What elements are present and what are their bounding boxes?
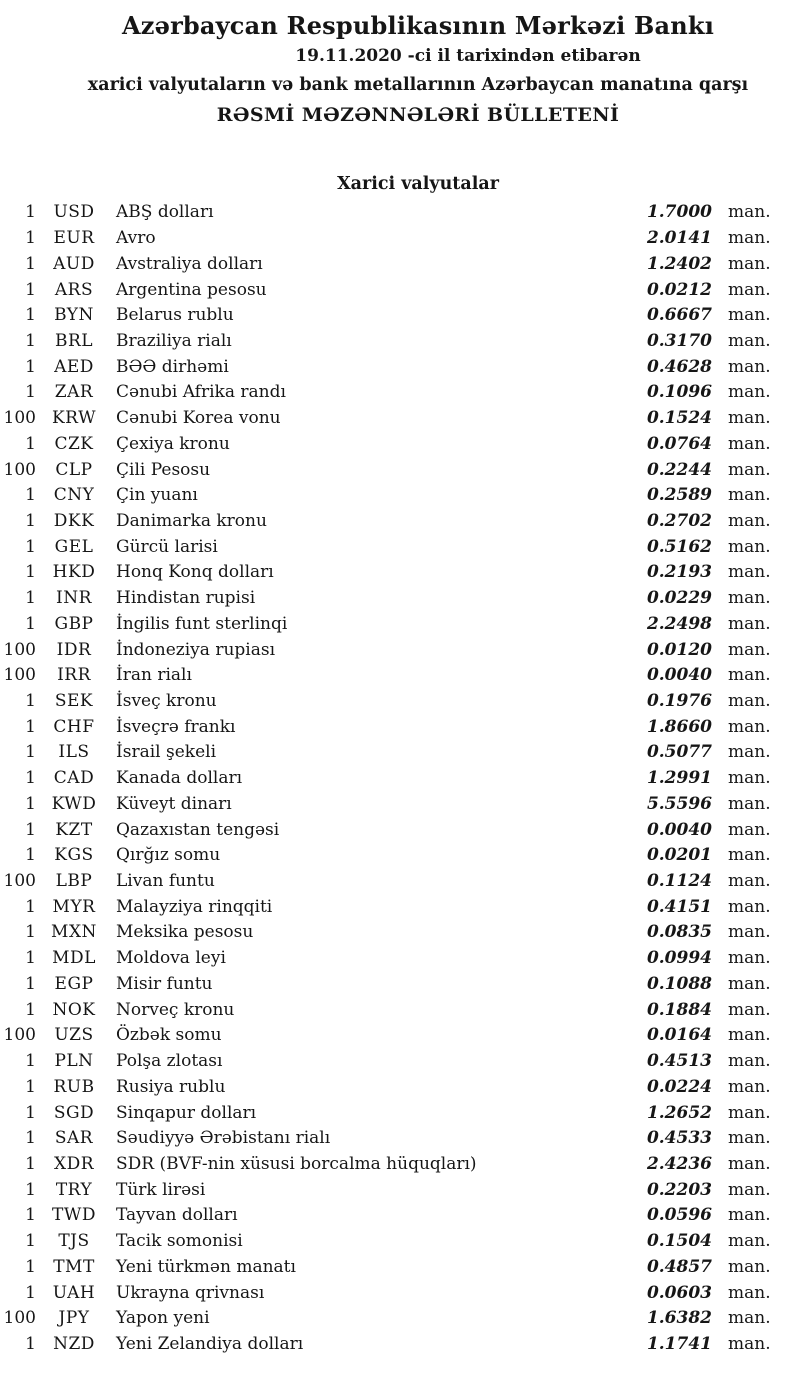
currency-name: İsveç kronu [116,691,217,712]
unit-label: man. [728,433,771,454]
currency-rate: 0.1504 [646,1231,712,1252]
currency-quantity: 1 [25,330,36,351]
table-row [0,586,800,612]
currency-code: AUD [53,253,95,274]
currency-rate-table [0,200,800,1357]
currency-rate: 0.1124 [646,871,712,892]
currency-code: TWD [52,1205,96,1226]
currency-rate: 1.7000 [646,202,712,223]
currency-code: SGD [53,1102,95,1123]
unit-label: man. [728,459,771,480]
table-row [0,689,800,715]
currency-name: Yeni Zelandiya dolları [116,1333,304,1354]
currency-code: UZS [54,1025,94,1046]
currency-rate: 0.4628 [646,356,712,377]
currency-quantity: 1 [25,1051,36,1072]
currency-code: PLN [54,1051,94,1072]
table-row [0,534,800,560]
table-row [0,1203,800,1229]
currency-quantity: 1 [25,433,36,454]
unit-label: man. [728,665,771,686]
unit-label: man. [728,793,771,814]
table-row [0,817,800,843]
table-row [0,869,800,895]
currency-quantity: 1 [25,613,36,634]
subject-line: xarici valyutaların və bank metallarının Azərbaycan manatına qarşı [87,75,749,95]
currency-name: Norveç kronu [116,999,235,1020]
unit-label: man. [728,588,771,609]
currency-code: NZD [53,1333,95,1354]
unit-label: man. [728,228,771,249]
currency-rate: 0.1524 [646,408,712,429]
currency-quantity: 1 [25,485,36,506]
unit-label: man. [728,562,771,583]
currency-name: İsrail şekeli [116,742,216,763]
currency-code: JPY [58,1308,90,1329]
currency-quantity: 1 [25,999,36,1020]
currency-quantity: 1 [25,1153,36,1174]
currency-rate: 0.4513 [646,1051,712,1072]
currency-quantity: 1 [25,279,36,300]
currency-code: USD [53,202,95,223]
currency-code: GEL [54,536,94,557]
currency-rate: 0.3170 [646,330,712,351]
currency-rate: 0.6667 [646,305,712,326]
currency-quantity: 100 [3,665,36,686]
currency-quantity: 1 [25,819,36,840]
currency-name: İran rialı [116,665,192,686]
currency-code: IDR [56,639,92,660]
currency-name: Çili Pesosu [116,459,211,480]
currency-code: KGS [54,845,94,866]
currency-quantity: 1 [25,922,36,943]
currency-quantity: 1 [25,202,36,223]
table-row [0,1280,800,1306]
currency-rate: 0.0229 [646,588,712,609]
currency-rate: 2.2498 [646,613,712,634]
bulletin-title: RƏSMİ MƏZƏNNƏLƏRİ BÜLLETENİ [216,104,620,126]
currency-quantity: 1 [25,1076,36,1097]
unit-label: man. [728,510,771,531]
currency-name: Gürcü larisi [116,536,218,557]
currency-rate: 2.0141 [646,228,712,249]
currency-code: MDL [52,948,96,969]
currency-quantity: 1 [25,228,36,249]
currency-quantity: 1 [25,768,36,789]
currency-quantity: 1 [25,536,36,557]
currency-code: SAR [54,1128,94,1149]
table-row [0,792,800,818]
table-row [0,303,800,329]
table-row [0,329,800,355]
currency-quantity: 1 [25,742,36,763]
currency-code: EGP [54,973,94,994]
unit-label: man. [728,1179,771,1200]
currency-rate: 0.0201 [646,845,712,866]
currency-code: XDR [53,1153,95,1174]
currency-code: MYR [52,896,96,917]
currency-name: Honq Konq dolları [116,562,274,583]
currency-quantity: 1 [25,716,36,737]
table-row [0,997,800,1023]
currency-name: Livan funtu [116,871,215,892]
unit-label: man. [728,382,771,403]
currency-code: TMT [53,1256,95,1277]
currency-name: Yeni türkmən manatı [116,1256,296,1277]
unit-label: man. [728,819,771,840]
unit-label: man. [728,768,771,789]
currency-code: RUB [53,1076,95,1097]
currency-code: CLP [55,459,93,480]
currency-rate: 0.1088 [646,973,712,994]
currency-quantity: 1 [25,1205,36,1226]
table-row [0,509,800,535]
currency-name: Cənubi Korea vonu [116,408,281,429]
table-row [0,714,800,740]
currency-name: Çexiya kronu [116,433,230,454]
currency-code: IRR [57,665,91,686]
currency-rate: 0.2702 [646,510,712,531]
currency-name: Argentina pesosu [116,279,267,300]
currency-name: Rusiya rublu [116,1076,226,1097]
currency-quantity: 1 [25,845,36,866]
currency-rate: 1.8660 [646,716,712,737]
table-row [0,1229,800,1255]
currency-rate: 0.4857 [646,1256,712,1277]
currency-rate: 0.2244 [646,459,712,480]
currency-rate: 1.1741 [646,1333,712,1354]
table-row [0,1152,800,1178]
currency-quantity: 1 [25,691,36,712]
currency-code: ILS [58,742,90,763]
currency-quantity: 1 [25,1256,36,1277]
unit-label: man. [728,536,771,557]
currency-code: ZAR [54,382,94,403]
table-row [0,226,800,252]
currency-rate: 1.2991 [646,768,712,789]
currency-rate: 0.2203 [646,1179,712,1200]
currency-quantity: 1 [25,382,36,403]
currency-rate: 1.6382 [646,1308,712,1329]
currency-name: Qazaxıstan tengəsi [116,819,280,840]
unit-label: man. [728,639,771,660]
unit-label: man. [728,845,771,866]
unit-label: man. [728,896,771,917]
unit-label: man. [728,1282,771,1303]
table-row [0,1177,800,1203]
currency-name: BƏƏ dirhəmi [116,356,229,377]
currency-name: Türk lirəsi [116,1179,206,1200]
currency-quantity: 100 [3,1308,36,1329]
unit-label: man. [728,1231,771,1252]
unit-label: man. [728,1102,771,1123]
currency-rate: 0.4533 [646,1128,712,1149]
currency-rate: 0.0040 [646,819,712,840]
currency-name: Meksika pesosu [116,922,254,943]
unit-label: man. [728,1076,771,1097]
currency-rate: 0.2589 [646,485,712,506]
section-title-foreign-currencies: Xarici valyutalar [337,174,499,194]
currency-rate: 0.0596 [646,1205,712,1226]
currency-name: Hindistan rupisi [116,588,256,609]
currency-name: Ukrayna qrivnası [116,1282,265,1303]
currency-quantity: 1 [25,305,36,326]
table-row [0,1306,800,1332]
table-row [0,431,800,457]
unit-label: man. [728,613,771,634]
currency-code: INR [56,588,92,609]
currency-code: KRW [51,408,97,429]
unit-label: man. [728,279,771,300]
table-row [0,843,800,869]
unit-label: man. [728,305,771,326]
table-row [0,663,800,689]
currency-code: MXN [51,922,97,943]
table-row [0,1100,800,1126]
currency-name: Çin yuanı [116,485,198,506]
currency-quantity: 100 [3,459,36,480]
table-row [0,1023,800,1049]
currency-rate: 0.5162 [646,536,712,557]
currency-quantity: 1 [25,896,36,917]
currency-code: UAH [52,1282,96,1303]
currency-code: ARS [54,279,94,300]
currency-name: Küveyt dinarı [116,793,232,814]
currency-rate: 0.1976 [646,691,712,712]
table-row [0,920,800,946]
unit-label: man. [728,1256,771,1277]
currency-quantity: 1 [25,562,36,583]
unit-label: man. [728,1205,771,1226]
currency-code: HKD [52,562,96,583]
table-row [0,354,800,380]
table-row [0,560,800,586]
table-row [0,1049,800,1075]
currency-code: CNY [53,485,95,506]
currency-name: Tacik somonisi [116,1231,243,1252]
currency-rate: 0.0835 [646,922,712,943]
unit-label: man. [728,1333,771,1354]
effective-date-line: 19.11.2020 -ci il tarixindən etibarən [295,46,641,66]
currency-name: İngilis funt sterlinqi [116,613,288,634]
currency-rate: 0.0120 [646,639,712,660]
currency-rate: 5.5596 [646,793,712,814]
currency-name: Səudiyyə Ərəbistanı rialı [116,1128,331,1149]
currency-name: Moldova leyi [116,948,226,969]
currency-name: ABŞ dolları [116,202,214,223]
table-row [0,1332,800,1358]
currency-code: TRY [55,1179,93,1200]
currency-rate: 0.0994 [646,948,712,969]
currency-name: Sinqapur dolları [116,1102,257,1123]
unit-label: man. [728,356,771,377]
table-row [0,612,800,638]
currency-quantity: 100 [3,639,36,660]
currency-rate: 0.1096 [646,382,712,403]
unit-label: man. [728,999,771,1020]
currency-code: BYN [54,305,94,326]
unit-label: man. [728,1128,771,1149]
unit-label: man. [728,922,771,943]
unit-label: man. [728,691,771,712]
table-row [0,637,800,663]
currency-quantity: 1 [25,1102,36,1123]
currency-rate: 1.2402 [646,253,712,274]
currency-code: LBP [55,871,93,892]
currency-rate: 0.0764 [646,433,712,454]
currency-code: CAD [53,768,95,789]
table-row [0,277,800,303]
currency-quantity: 1 [25,1128,36,1149]
currency-name: İndoneziya rupiası [116,639,276,660]
table-row [0,766,800,792]
currency-name: Danimarka kronu [116,510,267,531]
currency-name: Belarus rublu [116,305,234,326]
currency-name: Malayziya rinqqiti [116,896,273,917]
currency-rate: 0.0164 [646,1025,712,1046]
currency-quantity: 100 [3,408,36,429]
currency-code: KWD [51,793,97,814]
table-row [0,251,800,277]
currency-code: AED [54,356,94,377]
unit-label: man. [728,485,771,506]
currency-code: DKK [53,510,95,531]
currency-rate: 0.2193 [646,562,712,583]
table-row [0,1074,800,1100]
currency-name: Avstraliya dolları [116,253,263,274]
currency-name: Qırğız somu [116,845,221,866]
table-row [0,740,800,766]
currency-quantity: 1 [25,253,36,274]
unit-label: man. [728,330,771,351]
currency-rate: 0.5077 [646,742,712,763]
currency-code: CZK [54,433,94,454]
table-row [0,200,800,226]
currency-quantity: 1 [25,510,36,531]
currency-rate: 0.0603 [646,1282,712,1303]
unit-label: man. [728,1051,771,1072]
currency-rate: 0.0212 [646,279,712,300]
currency-code: NOK [52,999,96,1020]
currency-name: Tayvan dolları [116,1205,238,1226]
currency-quantity: 1 [25,793,36,814]
unit-label: man. [728,948,771,969]
currency-quantity: 1 [25,1282,36,1303]
currency-quantity: 1 [25,588,36,609]
table-row [0,894,800,920]
unit-label: man. [728,253,771,274]
currency-name: SDR (BVF-nin xüsusi borcalma hüquqları) [116,1153,477,1174]
unit-label: man. [728,871,771,892]
bank-name-title: Azərbaycan Respublikasının Mərkəzi Bankı [121,11,715,40]
table-row [0,483,800,509]
unit-label: man. [728,1308,771,1329]
currency-code: KZT [55,819,93,840]
currency-code: SEK [54,691,94,712]
unit-label: man. [728,1153,771,1174]
unit-label: man. [728,742,771,763]
unit-label: man. [728,716,771,737]
bulletin-header [36,0,800,130]
currency-quantity: 100 [3,871,36,892]
currency-code: EUR [53,228,95,249]
unit-label: man. [728,1025,771,1046]
currency-quantity: 1 [25,356,36,377]
currency-name: Özbək somu [116,1025,222,1046]
currency-rate: 0.4151 [646,896,712,917]
currency-name: Kanada dolları [116,768,243,789]
table-row [0,1126,800,1152]
unit-label: man. [728,973,771,994]
currency-rate: 0.0224 [646,1076,712,1097]
unit-label: man. [728,408,771,429]
currency-code: TJS [58,1231,90,1252]
unit-label: man. [728,202,771,223]
currency-name: Avro [116,228,156,249]
currency-code: CHF [53,716,95,737]
table-row [0,380,800,406]
currency-name: Misir funtu [116,973,213,994]
currency-name: Braziliya rialı [116,330,232,351]
currency-quantity: 1 [25,973,36,994]
table-row [0,1254,800,1280]
currency-rate: 0.0040 [646,665,712,686]
currency-rate: 2.4236 [646,1153,712,1174]
currency-code: BRL [54,330,94,351]
currency-name: Polşa zlotası [116,1051,223,1072]
currency-quantity: 1 [25,1231,36,1252]
currency-quantity: 1 [25,1333,36,1354]
currency-quantity: 1 [25,948,36,969]
table-row [0,457,800,483]
currency-code: GBP [54,613,94,634]
currency-quantity: 1 [25,1179,36,1200]
currency-name: Yapon yeni [116,1308,210,1329]
currency-quantity: 100 [3,1025,36,1046]
currency-rate: 1.2652 [646,1102,712,1123]
table-row [0,972,800,998]
table-row [0,946,800,972]
currency-rate: 0.1884 [646,999,712,1020]
table-row [0,406,800,432]
currency-name: Cənubi Afrika randı [116,382,286,403]
currency-name: İsveçrə frankı [116,716,236,737]
